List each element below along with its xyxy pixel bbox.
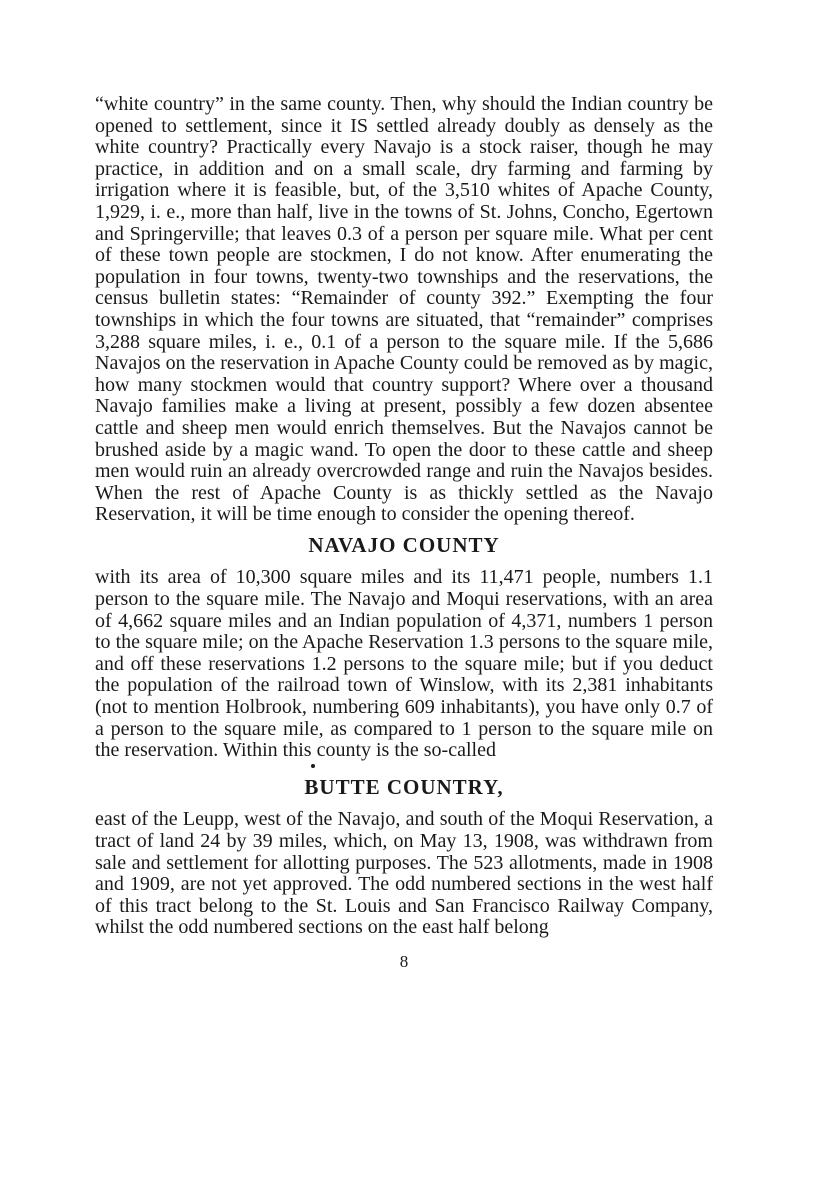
heading-navajo-county: NAVAJO COUNTY [308,532,500,557]
paragraph-apache-county: “white country” in the same county. Then, why should the Indian country be opened to settlement, since it IS settled already doubly as densely as the white country? Practically every Navajo is a stock raiser, though he may practice, in addition and on a small scale, dry farming and farming by irrigation where it is feasible, but, of the 3,510 whites of Apache County, 1,929, i. e., more than half, live in the towns of St. Johns, Concho, Egertown and Springerville; that leaves 0.3 of a person per square mile. What per cent of these town people are stockmen, I do not know. After enumerating the population in four towns, twenty-two townships and the reservations, the census bulletin states: “Remainder of county 392.” Exempting the four townships in which the four towns are situated, that “remainder” comprises 3,288 square miles, i. e., 0.1 of a person to the square mile. If the 5,686 Navajos on the reservation in Apache County could be removed as by magic, how many stockmen would that country support? Where over a thousand Navajo families make a living at present, possibly a few dozen absentee cattle and sheep men would enrich themselves. But the Navajos cannot be brushed aside by a magic wand. To open the door to these cattle and sheep men would ruin an already overcrowded range and ruin the Navajos besides. When the rest of Apache County is as thickly settled as the Navajo Reservation, it will be time enough to consider the opening thereof. [95,93,713,526]
page-number: 8 [399,951,409,971]
document-page [95,94,713,973]
stray-dot-mark [95,762,713,777]
heading-butte-country: BUTTE COUNTRY, [304,774,504,799]
paragraph-navajo-county: with its area of 10,300 square miles and its 11,471 people, numbers 1.1 person to the square mile. The Navajo and Moqui reservations, with an area of 4,662 square miles and an Indian population of 4,371, numbers 1 person to the square mile; on the Apache Reservation 1.3 persons to the square mile, and off these reservations 1.2 persons to the square mile; but if you deduct the population of the railroad town of Winslow, with its 2,381 inhabitants (not to mention Holbrook, numbering 609 inhabitants), you have only 0.7 of a person to the square mile, as compared to 1 person to the square mile on the reservation. Within this county is the so-called [95,566,713,762]
paragraph-butte-country: east of the Leupp, west of the Navajo, and south of the Moqui Reservation, a tract of land 24 by 39 miles, which, on May 13, 1908, was withdrawn from sale and settlement for allotting purposes. The 523 allotments, made in 1908 and 1909, are not yet approved. The odd numbered sections in the west half of this tract belong to the St. Louis and San Francisco Railway Company, whilst the odd numbered sections on the east half belong [95,808,713,939]
